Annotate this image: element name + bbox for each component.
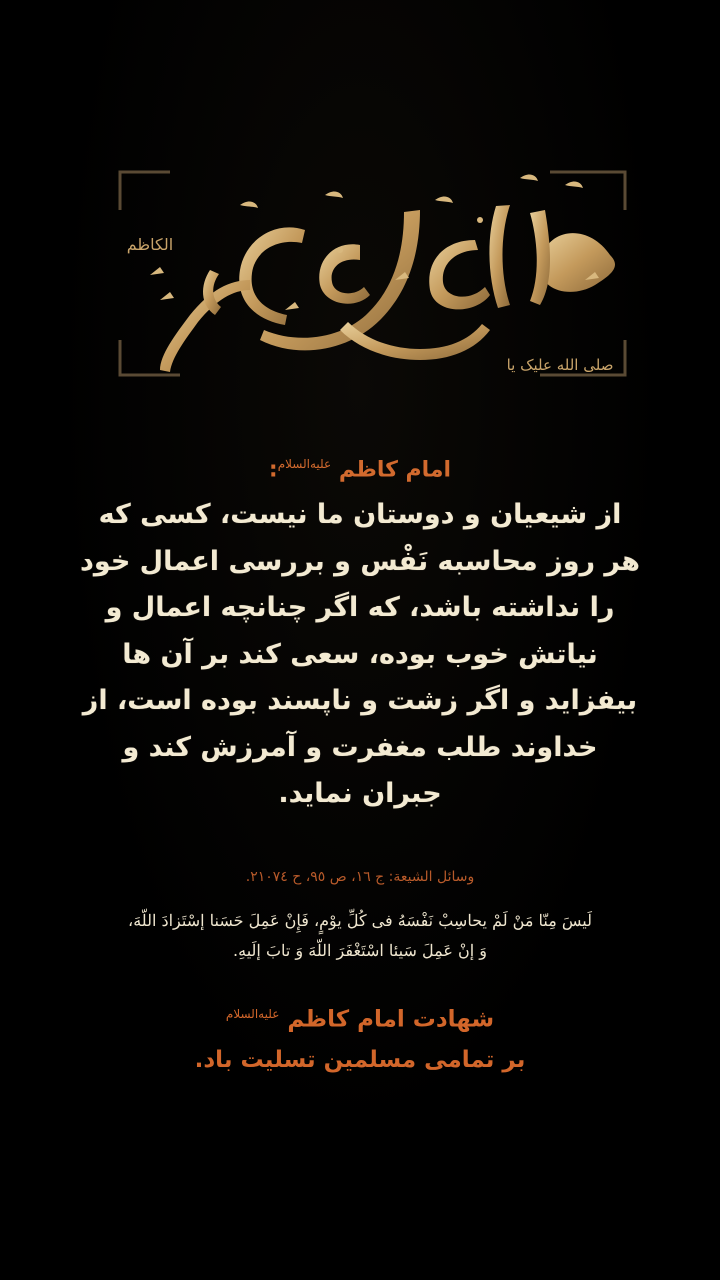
quote-text bbox=[60, 492, 660, 818]
quote-line: هر روز محاسبه نَفْس و بررسی اعمال خود bbox=[80, 545, 640, 577]
condolence-line-1 bbox=[60, 994, 660, 1040]
calligraphy-emblem bbox=[90, 150, 630, 395]
quote-line: جبران نماید. bbox=[278, 778, 442, 809]
calligraphy-bottom-text: صلی الله علیک یا bbox=[506, 356, 614, 374]
quote-line: از شیعیان و دوستان ما نیست، کسی که bbox=[98, 499, 622, 530]
condolence-title: شهادت امام کاظم bbox=[287, 1006, 495, 1033]
calligraphy-side-text: الکاظم bbox=[126, 235, 174, 254]
quote-line: خداوند طلب مغفرت و آمرزش کند و bbox=[122, 731, 598, 763]
quote-source: وسائل الشیعة: ج ١٦، ص ٩٥، ح ٢١٠٧٤. bbox=[245, 869, 475, 885]
arabic-line: لَیسَ مِنّا مَنْ لَمْ یحاسِبْ نَفْسَهُ فی کُلِّ یوْمٍ، فَإِنْ عَمِلَ حَسَنا إسْتَزادَ اللّهَ، bbox=[128, 911, 592, 930]
calligraphy-artwork bbox=[90, 150, 630, 395]
quote-heading bbox=[60, 448, 660, 486]
quote-line: را نداشته باشد، که اگر چنانچه اعمال و bbox=[105, 592, 615, 623]
condolence-line-2: بر تمامی مسلمین تسلیت باد. bbox=[194, 1046, 526, 1073]
quote-line: بیفزاید و اگر زشت و ناپسند بوده است، از bbox=[82, 685, 638, 716]
condolence-message bbox=[60, 994, 660, 1080]
calligraphy-strokes bbox=[160, 205, 615, 372]
quote-line: نیاتش خوب بوده، سعی کند بر آن ها bbox=[122, 638, 598, 670]
condolence-honorific: علیه‌السلام bbox=[225, 1007, 280, 1021]
heading-label: امام کاظم bbox=[338, 457, 452, 483]
calligraphy-diacritics bbox=[150, 174, 599, 310]
arabic-hadith bbox=[60, 906, 660, 966]
arabic-line: وَ إنْ عَمِلَ سَیئا اسْتَغْفَرَ اللّهَ وَ تابَ إلَیهِ. bbox=[233, 941, 487, 960]
heading-honorific: علیه‌السلام bbox=[277, 457, 332, 471]
heading-colon: : bbox=[268, 457, 278, 483]
